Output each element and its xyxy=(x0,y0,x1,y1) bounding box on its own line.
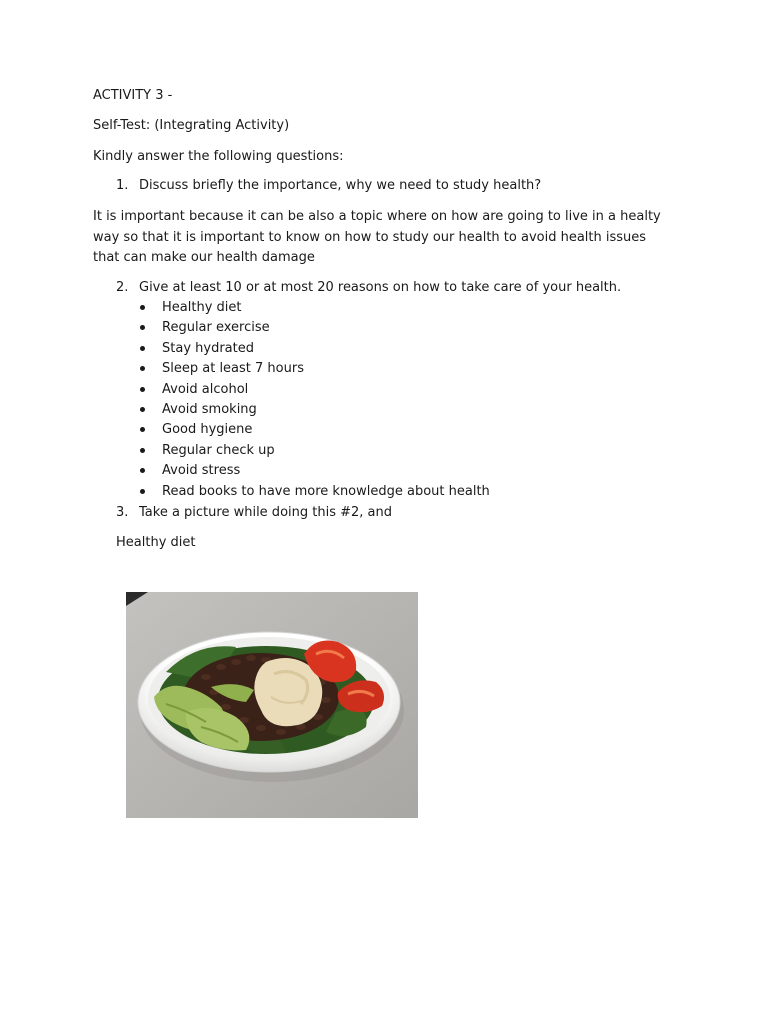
reason-item: Healthy diet xyxy=(162,300,242,315)
bullet-dot xyxy=(140,387,145,392)
bullet-icon xyxy=(139,482,159,502)
activity-subheading: Self-Test: (Integrating Activity) xyxy=(93,118,290,133)
reason-item: Regular check up xyxy=(162,442,275,458)
photo-caption: Healthy diet xyxy=(116,535,196,550)
bullet-icon xyxy=(139,441,159,461)
question-3-number: 3. xyxy=(116,505,129,520)
bullet-dot xyxy=(140,468,145,473)
answer-1-paragraph: It is important because it can be also a topic where on how are going to live in a healty way so that it is important to know on how to study our health to avoid health issues that can make our health damage xyxy=(93,209,661,265)
bullet-icon xyxy=(139,400,159,420)
reason-item: Stay hydrated xyxy=(162,340,254,356)
question-1-number: 1. xyxy=(116,178,129,193)
bullet-dot xyxy=(140,305,145,310)
bullet-dot xyxy=(140,407,145,412)
healthy-diet-photo xyxy=(126,592,418,818)
question-3-text: Take a picture while doing this #2, and xyxy=(139,505,392,520)
reason-item: Avoid alcohol xyxy=(162,381,249,397)
bullet-icon xyxy=(139,359,159,379)
reason-item: Sleep at least 7 hours xyxy=(162,361,304,377)
reason-item: Avoid stress xyxy=(162,463,241,479)
bullet-dot xyxy=(140,366,145,371)
instruction-text: Kindly answer the following questions: xyxy=(93,149,344,164)
bullet-dot xyxy=(140,325,145,330)
bullet-dot xyxy=(140,489,145,494)
bullet-icon xyxy=(139,298,159,318)
reason-item: Avoid smoking xyxy=(162,402,257,417)
reason-item: Good hygiene xyxy=(162,422,253,438)
question-2-number: 2. xyxy=(116,280,129,295)
question-2-text: Give at least 10 or at most 20 reasons on how to take care of your health. xyxy=(139,280,622,295)
question-1-text: Discuss briefly the importance, why we need to study health? xyxy=(139,178,542,193)
bullet-icon xyxy=(139,318,159,338)
bullet-dot xyxy=(140,346,145,351)
bullet-icon xyxy=(139,339,159,359)
reason-item: Read books to have more knowledge about health xyxy=(162,483,490,499)
reason-item: Regular exercise xyxy=(162,320,270,336)
bullet-icon xyxy=(139,461,159,481)
salad-bowl-image xyxy=(126,592,418,818)
bullet-icon xyxy=(139,420,159,440)
bullet-dot xyxy=(140,448,145,453)
activity-heading: ACTIVITY 3 - xyxy=(93,88,173,103)
bullet-icon xyxy=(139,380,159,400)
bullet-dot xyxy=(140,427,145,432)
